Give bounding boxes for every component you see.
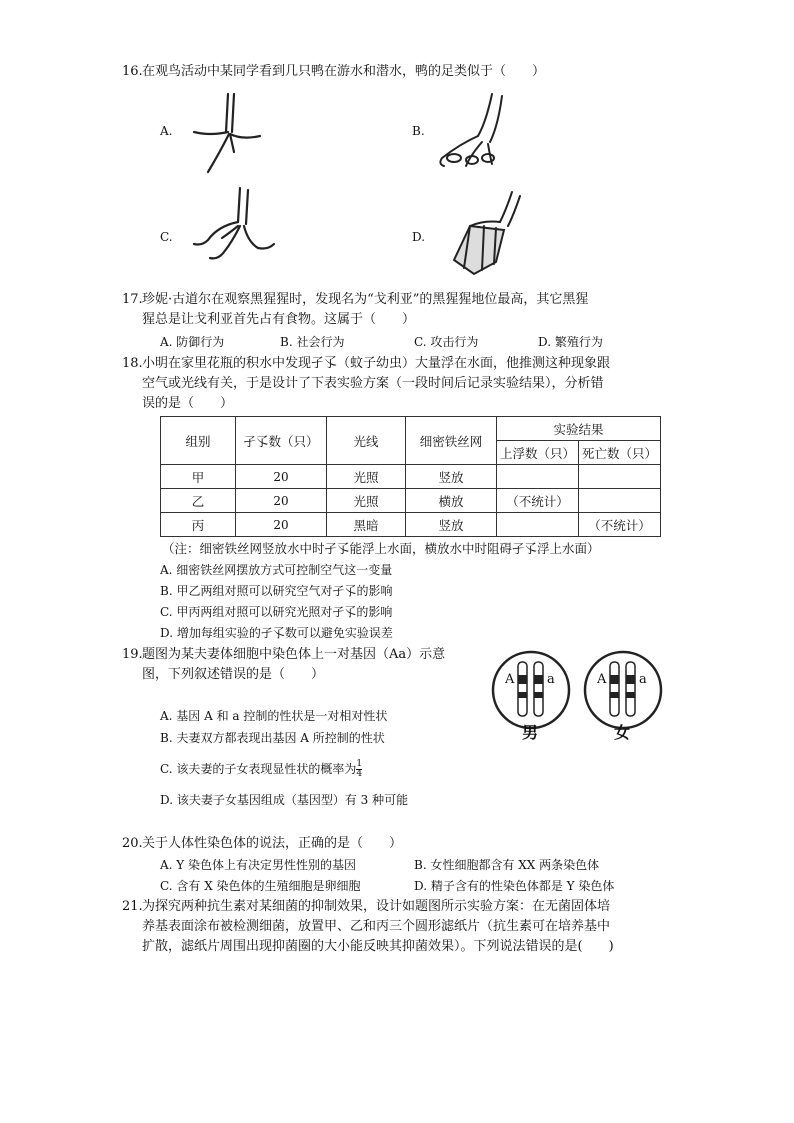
table-cell: 黑暗	[327, 513, 406, 537]
option-c[interactable]: C. 攻击行为	[414, 335, 479, 349]
table-cell: 甲	[161, 465, 236, 489]
table-row	[161, 465, 661, 489]
question-17	[122, 290, 662, 330]
table-cell: 竖放	[406, 465, 497, 489]
gene-label-female-a: a	[639, 672, 647, 687]
question-18	[122, 354, 662, 414]
option-c[interactable]: C. 含有 X 染色体的生殖细胞是卵细胞	[160, 879, 361, 893]
question-text-line-1: 为探究两种抗生素对某细菌的抑制效果，设计如题图所示实验方案：在无菌固体培	[142, 899, 611, 914]
question-number: 16.	[122, 64, 143, 79]
table-cell: 20	[236, 489, 327, 513]
table-cell: 丙	[161, 513, 236, 537]
option-b[interactable]: B.	[412, 124, 425, 138]
table-row	[161, 513, 661, 537]
table-cell: 横放	[406, 489, 497, 513]
bird-foot-b-image	[430, 92, 520, 172]
male-label: 男	[522, 723, 539, 742]
question-text-line-2: 图，下列叙述错误的是（ ）	[142, 667, 325, 682]
fraction	[356, 760, 362, 779]
option-d[interactable]: D. 繁殖行为	[538, 335, 603, 349]
gene-label-male-a: a	[547, 672, 555, 687]
question-text-line-2: 养基表面涂布被检测细菌，放置甲、乙和丙三个圆形滤纸片（抗生素可在培养基中	[142, 919, 611, 934]
table-subheader: 上浮数（只）	[497, 441, 579, 465]
question-text: 关于人体性染色体的说法，正确的是（ ）	[142, 836, 403, 851]
table-header: 孑孓数（只）	[236, 417, 327, 465]
table-cell: 20	[236, 465, 327, 489]
question-text-line-1: 珍妮·古道尔在观察黑猩猩时，发现名为“戈利亚”的黑猩猩地位最高，其它黑猩	[142, 292, 589, 307]
bird-foot-c-image	[188, 186, 278, 274]
question-number: 20.	[122, 836, 143, 851]
question-16	[122, 62, 662, 82]
table-subheader: 死亡数（只）	[579, 441, 661, 465]
table-note: （注：细密铁丝网竖放水中时孑孓能浮上水面，横放水中时阻碍孑孓浮上水面）	[162, 541, 600, 556]
question-number: 17.	[122, 292, 143, 307]
option-c[interactable]: C.	[160, 230, 173, 244]
option-b[interactable]: B. 女性细胞都含有 XX 两条染色体	[414, 858, 600, 872]
option-d[interactable]: D. 该夫妻子女基因组成（基因型）有 3 种可能	[160, 793, 409, 807]
table-header: 细密铁丝网	[406, 417, 497, 465]
option-b[interactable]: B. 甲乙两组对照可以研究空气对孑孓的影响	[160, 584, 393, 598]
question-21	[122, 897, 662, 957]
table-cell	[579, 489, 661, 513]
question-text-line-1: 题图为某夫妻体细胞中染色体上一对基因（Aa）示意	[142, 647, 446, 662]
table-header: 光线	[327, 417, 406, 465]
table-cell: 光照	[327, 489, 406, 513]
gene-label-female-A: A	[597, 672, 607, 687]
option-d[interactable]: D. 精子含有的性染色体都是 Y 染色体	[414, 879, 615, 893]
table-cell	[579, 465, 661, 489]
question-number: 18.	[122, 356, 143, 371]
option-a[interactable]: A. 防御行为	[160, 335, 225, 349]
option-c[interactable]: C. 甲丙两组对照可以研究光照对孑孓的影响	[160, 605, 393, 619]
question-20	[122, 834, 662, 854]
question-19	[122, 645, 482, 685]
table-cell: 光照	[327, 465, 406, 489]
chromosome-diagram	[488, 648, 668, 748]
option-c[interactable]	[160, 760, 362, 779]
option-d[interactable]: D. 增加每组实验的孑孓数可以避免实验误差	[160, 626, 393, 640]
bird-foot-d-image	[434, 190, 524, 280]
question-text-line-1: 小明在家里花瓶的积水中发现孑孓（蚊子幼虫）大量浮在水面，他推测这种现象跟	[142, 356, 611, 371]
option-a[interactable]: A. 细密铁丝网摆放方式可控制空气这一变量	[160, 563, 393, 577]
table-row	[161, 489, 661, 513]
question-text-line-3: 扩散，滤纸片周围出现抑菌圈的大小能反映其抑菌效果）。下列说法错误的是( )	[142, 939, 614, 954]
question-text-line-2: 空气或光线有关，于是设计了下表实验方案（一段时间后记录实验结果），分析错	[142, 376, 604, 391]
gene-label-male-A: A	[505, 672, 515, 687]
option-b[interactable]: B. 社会行为	[280, 335, 345, 349]
option-b[interactable]: B. 夫妻双方都表现出基因 A 所控制的性状	[160, 731, 385, 745]
table-header: 组别	[161, 417, 236, 465]
table-cell	[497, 513, 579, 537]
option-c-text: C. 该夫妻的子女表现显性状的概率为	[160, 762, 357, 776]
option-a[interactable]: A.	[160, 124, 173, 138]
bird-foot-a-image	[190, 92, 270, 176]
experiment-table	[160, 416, 661, 537]
option-d[interactable]: D.	[412, 230, 426, 244]
option-a[interactable]: A. 基因 A 和 a 控制的性状是一对相对性状	[160, 709, 388, 723]
table-cell: 乙	[161, 489, 236, 513]
table-cell	[497, 465, 579, 489]
table-header: 实验结果	[497, 417, 661, 441]
question-text-line-3: 误的是（ ）	[142, 396, 234, 411]
fraction-denominator: 4	[356, 769, 363, 779]
table-cell: 20	[236, 513, 327, 537]
question-number: 19.	[122, 647, 143, 662]
table-cell: （不统计）	[579, 513, 661, 537]
question-number: 21.	[122, 899, 143, 914]
question-text-line-2: 猩总是让戈利亚首先占有食物。这属于（ ）	[142, 312, 416, 327]
table-cell: （不统计）	[497, 489, 579, 513]
option-a[interactable]: A. Y 染色体上有决定男性性别的基因	[160, 858, 357, 872]
female-label: 女	[614, 723, 631, 742]
question-text: 在观鸟活动中某同学看到几只鸭在游水和潜水，鸭的足类似于（ ）	[142, 64, 546, 79]
table-cell: 竖放	[406, 513, 497, 537]
fraction-numerator: 1	[356, 759, 363, 769]
